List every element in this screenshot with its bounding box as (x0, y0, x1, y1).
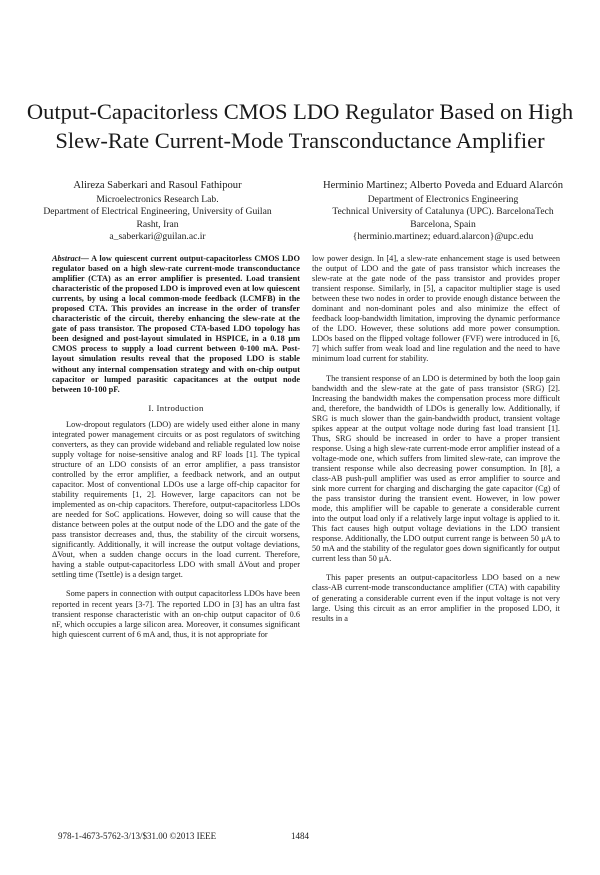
affiliation-line: Department of Electrical Engineering, University of Guilan (43, 206, 272, 218)
page-number: 1484 (291, 831, 309, 841)
footer-isbn: 978-1-4673-5762-3/13/$31.00 ©2013 IEEE (58, 831, 217, 841)
right-column (312, 254, 560, 624)
author-email: a_saberkari@guilan.ac.ir (109, 230, 206, 242)
affiliation-line: Rasht, Iran (136, 218, 179, 230)
abstract-text: A low quiescent current output-capacitorless CMOS LDO regulator based on a high slew-rate current-mode transconductance amplifier (CTA) as an error amplifier is presented. Load transient characteristic of the proposed LDO is improved even at low quiescent currents, by using a local common-mode feedback (LCMFB) in the proposed CTA. This provides an increase in the order of transfer characteristic of the circuit, thereby enhancing the slew-rate at the gate of pass transistor. The proposed CTA-based LDO topology has been designed and post-layout simulated in HSPICE, in a 0.18 μm CMOS process to supply a load current between 0-100 mA. Post-layout simulation results reveal that the proposed LDO is stable without any internal compensation strategy and with on-chip output capacitor or lumped parasitic capacitances at the output node between 10-100 pF. (52, 254, 300, 394)
body-paragraph: This paper presents an output-capacitorless LDO based on a new class-AB current-mode transconductance amplifier (CTA) with capability of generating a considerable current even if the input voltage is not very large. Using this circuit as an error amplifier in the proposed LDO, it results in a (312, 573, 560, 623)
body-paragraph: Some papers in connection with output capacitorless LDOs have been reported in recent years [3-7]. The reported LDO in [3] has an ultra fast transient response characteristic with an on-chip output capacitor of 0.6 nF, which occupies a large silicon area. Moreover, it consumes significant high quiescent current of 6 mA and, thus, it is not appropriate for (52, 589, 300, 639)
author-names: Herminio Martinez; Alberto Poveda and Eduard Alarcón (322, 180, 564, 191)
paper-title: Output-Capacitorless CMOS LDO Regulator Based on High Slew-Rate Current-Mode Transconductance Amplifier (26, 99, 574, 153)
body-paragraph: The transient response of an LDO is determined by both the loop gain bandwidth and the slew-rate at the gate of pass transistor (SRG) [2]. Increasing the bandwidth makes the compensation process more difficult and, therefore, the bandwidth of LDOs is generally low. Additionally, if SRG is much slower than the gain-bandwidth product, transient voltage spikes appear at the output voltage node during fast load transient [1]. Thus, SRG should be increased in order to have a proper transient response. Using a high slew-rate current-mode error amplifier instead of a voltage-mode one, which suffers from limited slew-rate, can improve the transient response while also decreasing power consumption. In [8], a class-AB push-pull amplifier was used as error amplifier to source and sink more current for charging and discharging the gate capacitor (Cg) of the pass transistor during the transient event. However, in low power mode, this amplifier will be capable to generate a considerable current into the output load only if a relatively large input voltage is applied to it. This fact causes high output voltage deviations in the LDO transient response. Additionally, the LDO output current range is between 50 μA to 50 mA and the stability of the regulator goes down significantly for output current less than 50 μA. (312, 373, 560, 564)
section-heading: I. Introduction (148, 402, 204, 413)
abstract (52, 254, 300, 395)
author-email: {herminio.martinez; eduard.alarcon}@upc.edu (352, 230, 534, 242)
left-column (52, 254, 300, 640)
body-paragraph: low power design. In [4], a slew-rate enhancement stage is used between the output of LDO and the gate of pass transistor which increases the slew-rate at the gate node of the pass transistor and provides proper transient response. Similarly, in [5], a capacitor multiplier stage is used between these two nodes in order to provide enough distance between the dominant and non-dominant poles and also minimize the effect of feedback loop-bandwidth limitation, improving the dynamic performance of the LDO. However, these solutions add more power consumption. LDOs based on the flipped voltage follower (FVF) were introduced in [6, 7] which suffer from weak load and line regulation and the need to have minimum load current for stability. (312, 254, 560, 364)
affiliation-line: Barcelona, Spain (410, 218, 476, 230)
author-block-right (318, 180, 568, 243)
affiliation-line: Department of Electronics Engineering (367, 194, 519, 206)
body-paragraph: Low-dropout regulators (LDO) are widely used either alone in many integrated power management circuits or as post regulators of switching converters, as they can provide wideband and reliable regulated low noise supply voltage for noise-sensitive analog and RF loads [1]. The typical structure of an LDO consists of an error amplifier, a pass transistor controlled by the error amplifier, a feedback network, and an output capacitor. Most of conventional LDOs use a large off-chip capacitor for stability requirements [1, 2]. However, large capacitors can not be implemented as on-chip capacitors. Therefore, output-capacitorless LDOs are needed for SoC applications. However, doing so will cause that the distance between poles at the output node of the LDO and the gate of the pass transistor decreases and, thus, the stability of the circuit worsens, significantly. Additionally, it will increase the output voltage deviations, ΔVout, when a sudden change occurs in the load current. Therefore, having a stable output-capacitorless LDO with small ΔVout and proper settling time (Tsettle) is a design target. (52, 419, 300, 580)
affiliation-line: Technical University of Catalunya (UPC). BarcelonaTech (332, 206, 554, 218)
author-names: Alireza Saberkari and Rasoul Fathipour (73, 180, 242, 191)
affiliation-line: Microelectronics Research Lab. (96, 194, 219, 206)
abstract-lead: Abstract— (52, 254, 89, 263)
author-block-left (40, 180, 275, 243)
